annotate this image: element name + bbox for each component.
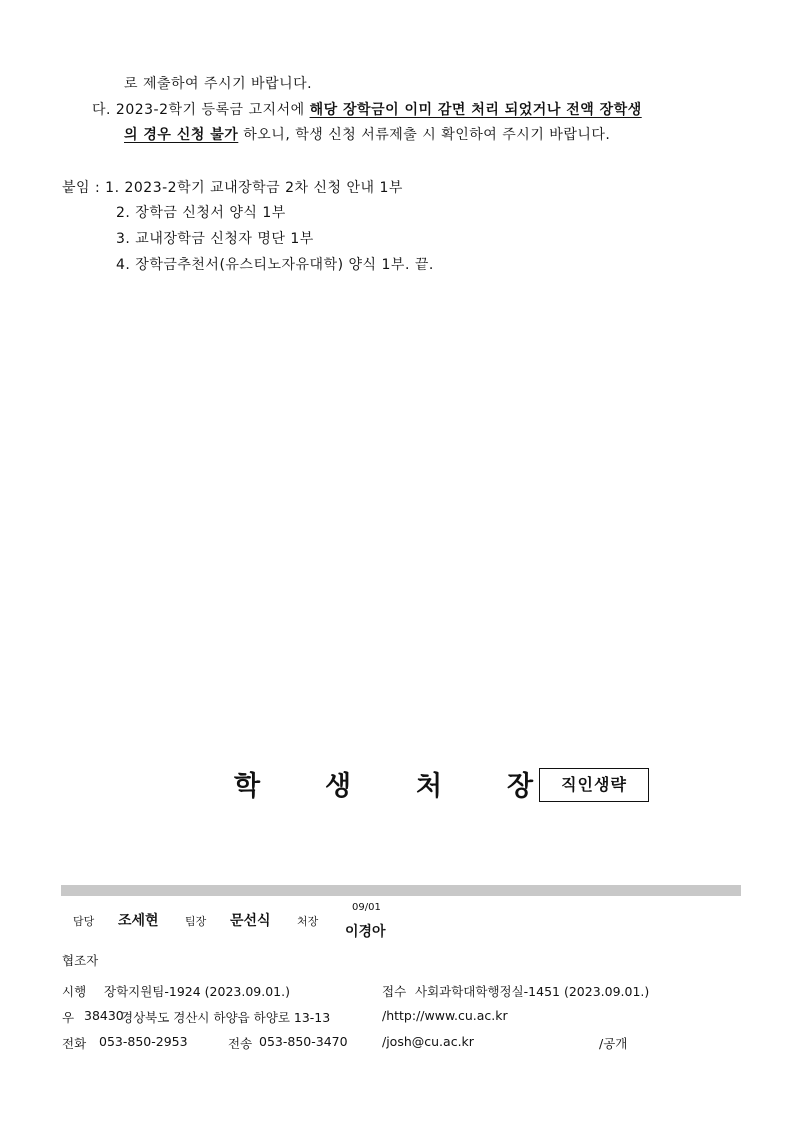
- body-line-submit: 로 제출하여 주시기 바랍니다.: [124, 76, 313, 92]
- footer-divider-bar: [61, 885, 741, 896]
- email-link[interactable]: /josh@cu.ac.kr: [382, 1034, 474, 1049]
- attachment-item: 3. 교내장학금 신청자 명단 1부: [116, 231, 314, 247]
- attachment-item: 1. 2023-2학기 교내장학금 2차 신청 안내 1부: [105, 180, 403, 196]
- approval-name-staff: 조세현: [118, 913, 159, 929]
- item-da-suffix: 하오니, 학생 신청 서류제출 시 확인하여 주시기 바랍니다.: [238, 127, 611, 143]
- signature-char: 장: [507, 771, 534, 802]
- item-da-prefix: 다. 2023-2학기 등록금 고지서에: [92, 102, 310, 118]
- issue-value: 장학지원팀-1924 (2023.09.01.): [104, 984, 290, 999]
- attachment-row-1: [62, 177, 403, 197]
- website-link[interactable]: /http://www.cu.ac.kr: [382, 1008, 508, 1023]
- fax-label: 전송: [228, 1036, 253, 1051]
- phone-number: 053-850-2953: [99, 1034, 188, 1049]
- fax-number: 053-850-3470: [259, 1034, 348, 1049]
- attachment-label: 붙임 :: [62, 180, 106, 196]
- approval-name-director: 이경아: [345, 924, 386, 940]
- signature-char: 학: [234, 771, 261, 802]
- approval-role-director: 처장: [297, 915, 319, 928]
- receipt-value: 사회과학대학행정실-1451 (2023.09.01.): [415, 984, 650, 999]
- receipt-label: 접수: [382, 984, 407, 999]
- signature-char: 생: [325, 771, 352, 802]
- postal-code: 38430: [84, 1008, 124, 1023]
- postal-label: 우: [62, 1010, 75, 1025]
- attachment-item: 4. 장학금추천서(유스티노자유대학) 양식 1부. 끝.: [116, 257, 434, 273]
- item-da-line1: [92, 99, 642, 119]
- approval-date-director: 09/01: [352, 902, 381, 913]
- signature-char: 처: [416, 771, 443, 802]
- item-da-line2: [124, 124, 610, 144]
- issue-label: 시행: [62, 984, 87, 999]
- approval-name-team-lead: 문선식: [230, 913, 271, 929]
- item-da-emphasis-1: 해당 장학금이 이미 감면 처리 되었거나 전액 장학생: [309, 102, 642, 118]
- approval-role-staff: 담당: [73, 915, 95, 928]
- approval-role-team-lead: 팀장: [185, 915, 207, 928]
- disclosure-status: /공개: [599, 1036, 628, 1051]
- seal-omitted-stamp: 직인생략: [539, 768, 649, 802]
- phone-label: 전화: [62, 1036, 87, 1051]
- item-da-emphasis-2: 의 경우 신청 불가: [124, 127, 239, 143]
- cooperator-label: 협조자: [62, 953, 99, 968]
- address: 경상북도 경산시 하양읍 하양로 13-13: [121, 1010, 331, 1025]
- attachment-item: 2. 장학금 신청서 양식 1부: [116, 205, 286, 221]
